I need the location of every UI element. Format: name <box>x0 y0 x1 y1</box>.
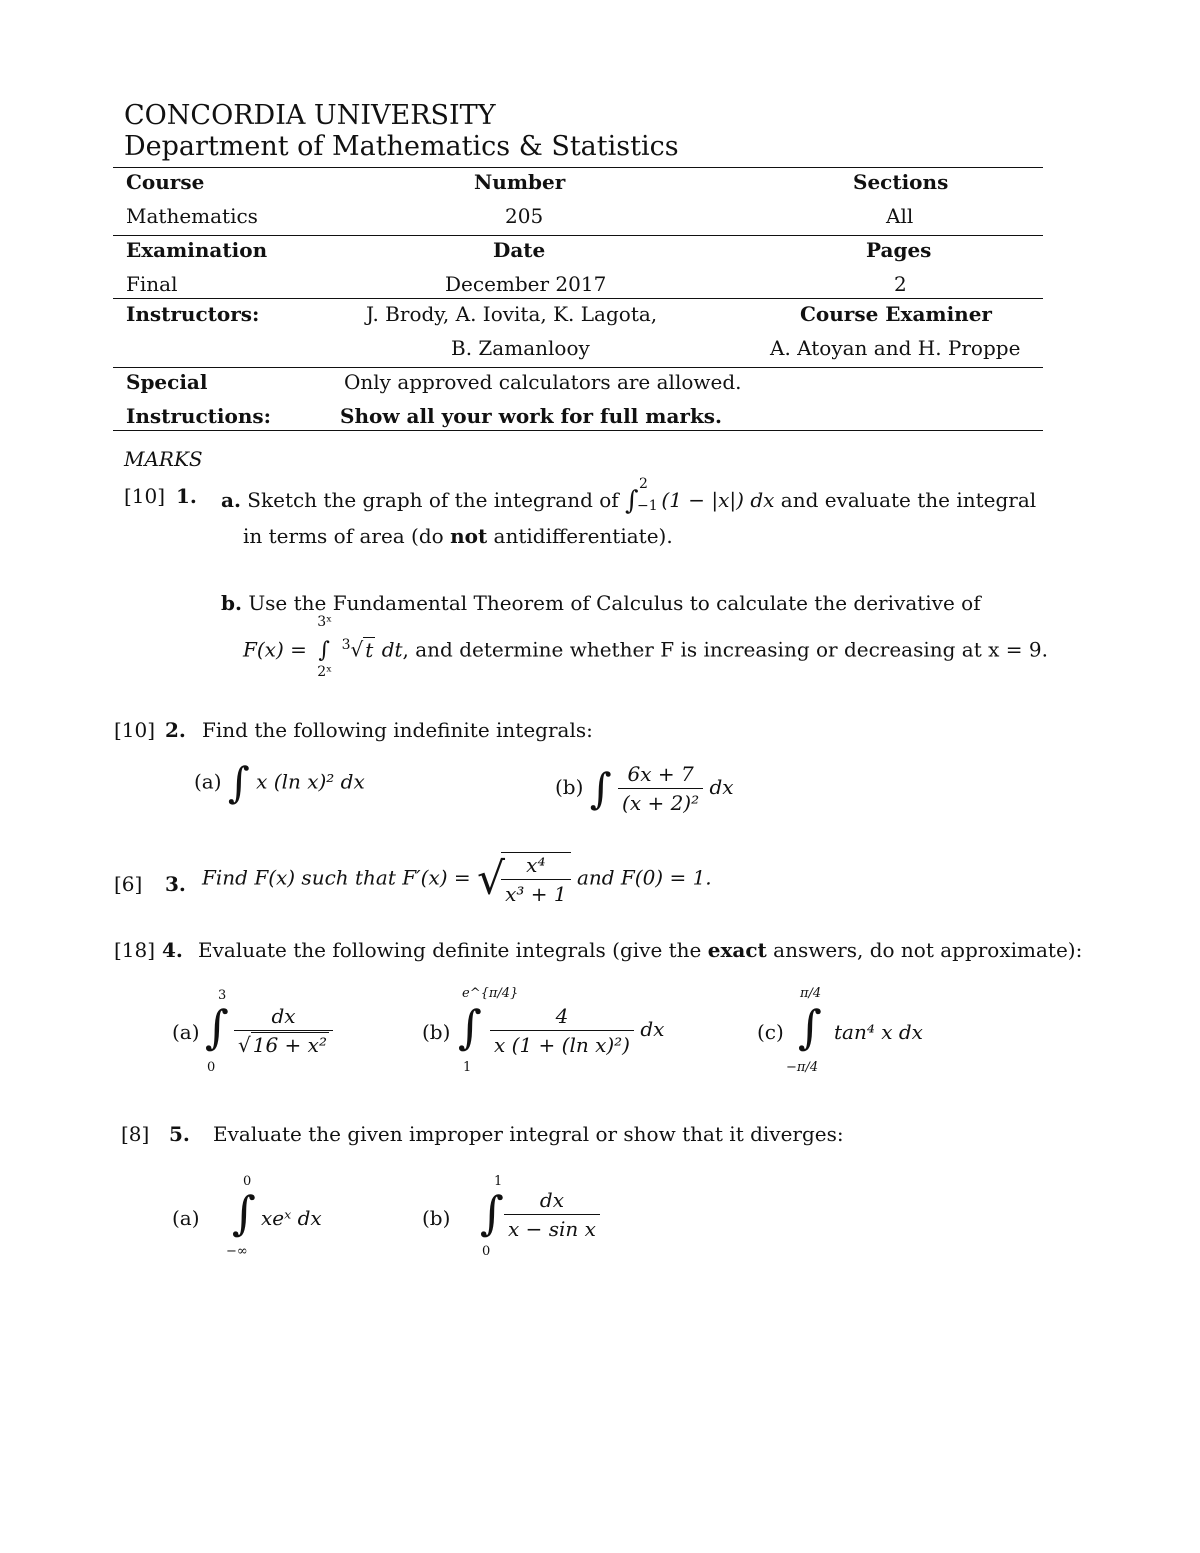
pages-heading: Pages <box>866 238 932 262</box>
date-value: December 2017 <box>445 272 607 296</box>
table-rule-3 <box>113 298 1043 299</box>
q1-number: 1. <box>176 484 197 508</box>
q4b-upper: e^{π/4} <box>462 986 519 1001</box>
q1b-label: b. <box>221 591 242 615</box>
special-line-1: Only approved calculators are allowed. <box>344 370 742 394</box>
sections-heading: Sections <box>853 170 949 194</box>
q4-text-post: answers, do not approximate): <box>773 938 1083 962</box>
q1a-label: a. <box>221 488 241 512</box>
q1-marks: [10] <box>124 484 166 508</box>
q1a-line2-pre: in terms of area (do <box>243 524 444 548</box>
q2-number: 2. <box>165 718 186 742</box>
q4-text <box>198 938 1082 962</box>
q3-numerator: x⁴ <box>501 853 571 880</box>
pages-value: 2 <box>894 272 907 296</box>
marks-label: MARKS <box>124 447 203 471</box>
q1b-upper-limit: 3ˣ <box>317 613 333 630</box>
university-title: CONCORDIA UNIVERSITY <box>124 100 496 131</box>
q5b-fraction <box>504 1188 600 1241</box>
q2a-expr: x (ln x)² dx <box>256 769 365 794</box>
q4-text-bold: exact <box>707 938 767 962</box>
number-value: 205 <box>505 204 544 228</box>
q5a-label: (a) <box>172 1206 200 1230</box>
q4a-radicand: 16 + x² <box>252 1033 327 1057</box>
q2-text: Find the following indefinite integrals: <box>202 718 593 742</box>
q2b <box>555 762 734 815</box>
q4a-upper: 3 <box>218 988 227 1003</box>
instructors-heading: Instructors: <box>126 302 260 326</box>
examination-heading: Examination <box>126 238 268 262</box>
examination-value: Final <box>126 272 178 296</box>
table-rule-top <box>113 167 1043 168</box>
q3-marks: [6] <box>114 872 143 896</box>
q5b-label: (b) <box>422 1206 451 1230</box>
q3-post: and F(0) = 1. <box>576 865 712 890</box>
q5-number: 5. <box>169 1122 190 1146</box>
q1b-radicand: t <box>365 637 374 662</box>
q4a-numerator: dx <box>234 1004 333 1031</box>
q1a-text: Sketch the graph of the integrand of <box>247 488 619 512</box>
q5b-lower: 0 <box>482 1244 491 1259</box>
q2a-integral-sign: ∫ <box>227 758 250 807</box>
q1a-line2-post: antidifferentiate). <box>493 524 673 548</box>
q1a-lower-limit: −1 <box>637 498 658 514</box>
q4-number: 4. <box>162 938 183 962</box>
course-value: Mathematics <box>126 204 258 228</box>
q3-formula <box>202 852 712 906</box>
q4c-integral-sign: ∫ <box>798 1000 822 1054</box>
q4b-integral-sign: ∫ <box>458 1000 482 1054</box>
q4c-expr: tan⁴ x dx <box>834 1020 923 1044</box>
q2a <box>194 758 365 807</box>
q3-radicand <box>501 852 571 906</box>
q4b-fraction <box>490 1004 664 1057</box>
table-rule-4 <box>113 367 1043 368</box>
q4-text-pre: Evaluate the following definite integrals (give the <box>198 938 702 962</box>
q5b-numerator: dx <box>504 1188 600 1215</box>
department-title: Department of Mathematics & Statistics <box>124 131 679 162</box>
date-heading: Date <box>493 238 546 262</box>
q1b-lhs: F(x) = <box>243 637 307 662</box>
q4a-label: (a) <box>172 1020 200 1044</box>
q2b-denominator: (x + 2)² <box>622 791 700 815</box>
q4b-dx: dx <box>640 1017 665 1041</box>
q2b-numerator: 6x + 7 <box>618 762 703 789</box>
q5a-lower: −∞ <box>226 1244 248 1259</box>
q1b-text: Use the Fundamental Theorem of Calculus to calculate the derivative of <box>248 591 981 615</box>
q4a-denominator: √ 16 + x² <box>238 1033 327 1057</box>
q1b-lower-limit: 2ˣ <box>317 663 333 680</box>
q3-sqrt-sign: √ <box>477 853 506 905</box>
instructors-line-2: B. Zamanlooy <box>451 336 590 360</box>
special-line-2: Show all your work for full marks. <box>340 404 723 428</box>
q3-pre: Find F(x) such that F′(x) = <box>202 865 471 890</box>
course-heading: Course <box>126 170 205 194</box>
q4b-numerator: 4 <box>490 1004 634 1031</box>
q2b-integral-sign: ∫ <box>589 763 612 813</box>
q5b-denominator: x − sin x <box>508 1217 596 1241</box>
q1b-dt: dt <box>381 637 403 662</box>
q4b-lower: 1 <box>463 1060 472 1075</box>
q4b-denominator: x (1 + (ln x)²) <box>494 1033 630 1057</box>
table-rule-2 <box>113 235 1043 236</box>
q4-marks: [18] <box>114 938 156 962</box>
q1b-root-index: 3 <box>341 637 351 653</box>
instructors-line-1: J. Brody, A. Iovita, K. Lagota, <box>366 302 658 326</box>
q2b-fraction <box>618 762 703 815</box>
q4b-label: (b) <box>422 1020 451 1044</box>
q3-number: 3. <box>165 872 186 896</box>
special-heading: Special <box>126 370 208 394</box>
q4c-upper: π/4 <box>800 986 822 1001</box>
q1b-formula: F(x) = ∫ 3ˣ 2ˣ $^3$√ t dt, and determine whether F is increasing or decreasing at x = 9. <box>243 613 1048 680</box>
number-heading: Number <box>474 170 566 194</box>
q4a-fraction <box>234 1004 333 1057</box>
q4a-lower: 0 <box>207 1060 216 1075</box>
q1a-line-2 <box>243 524 673 548</box>
q3-denominator: x³ + 1 <box>505 882 567 906</box>
examiner-value: A. Atoyan and H. Proppe <box>770 336 1021 360</box>
q2b-label: (b) <box>555 775 584 799</box>
q1a-line <box>221 476 1037 516</box>
q1a-upper-limit: 2 <box>639 476 648 492</box>
q1b-post: , and determine whether F is increasing or decreasing at x = 9. <box>402 637 1048 662</box>
examiner-heading: Course Examiner <box>800 302 992 326</box>
q4a-integral-sign: ∫ <box>205 1000 229 1054</box>
q5a-upper: 0 <box>243 1174 252 1189</box>
q5-marks: [8] <box>121 1122 150 1146</box>
q1b-line <box>221 591 981 615</box>
q1b-integral-sign: ∫ 3ˣ 2ˣ <box>317 613 333 680</box>
q5b-integral-sign: ∫ <box>480 1186 504 1240</box>
q2a-label: (a) <box>194 769 222 794</box>
q5b-upper: 1 <box>494 1174 503 1189</box>
q5-text: Evaluate the given improper integral or show that it diverges: <box>213 1122 844 1146</box>
sections-value: All <box>886 204 914 228</box>
q5a-integral-sign: ∫ <box>232 1186 256 1240</box>
q4c-label: (c) <box>757 1020 784 1044</box>
q2b-dx: dx <box>709 775 734 799</box>
q1a-post: and evaluate the integral <box>780 488 1037 512</box>
q5a-expr: xeˣ dx <box>261 1206 322 1230</box>
q2-marks: [10] <box>114 718 156 742</box>
instructions-heading: Instructions: <box>126 404 272 428</box>
q1a-integrand: (1 − |x|) dx <box>661 488 775 512</box>
q1a-line2-bold: not <box>450 524 488 548</box>
q1a-integral-sign: ∫ 2 −1 <box>625 476 658 516</box>
table-rule-bottom <box>113 430 1043 431</box>
q4c-lower: −π/4 <box>786 1060 819 1075</box>
